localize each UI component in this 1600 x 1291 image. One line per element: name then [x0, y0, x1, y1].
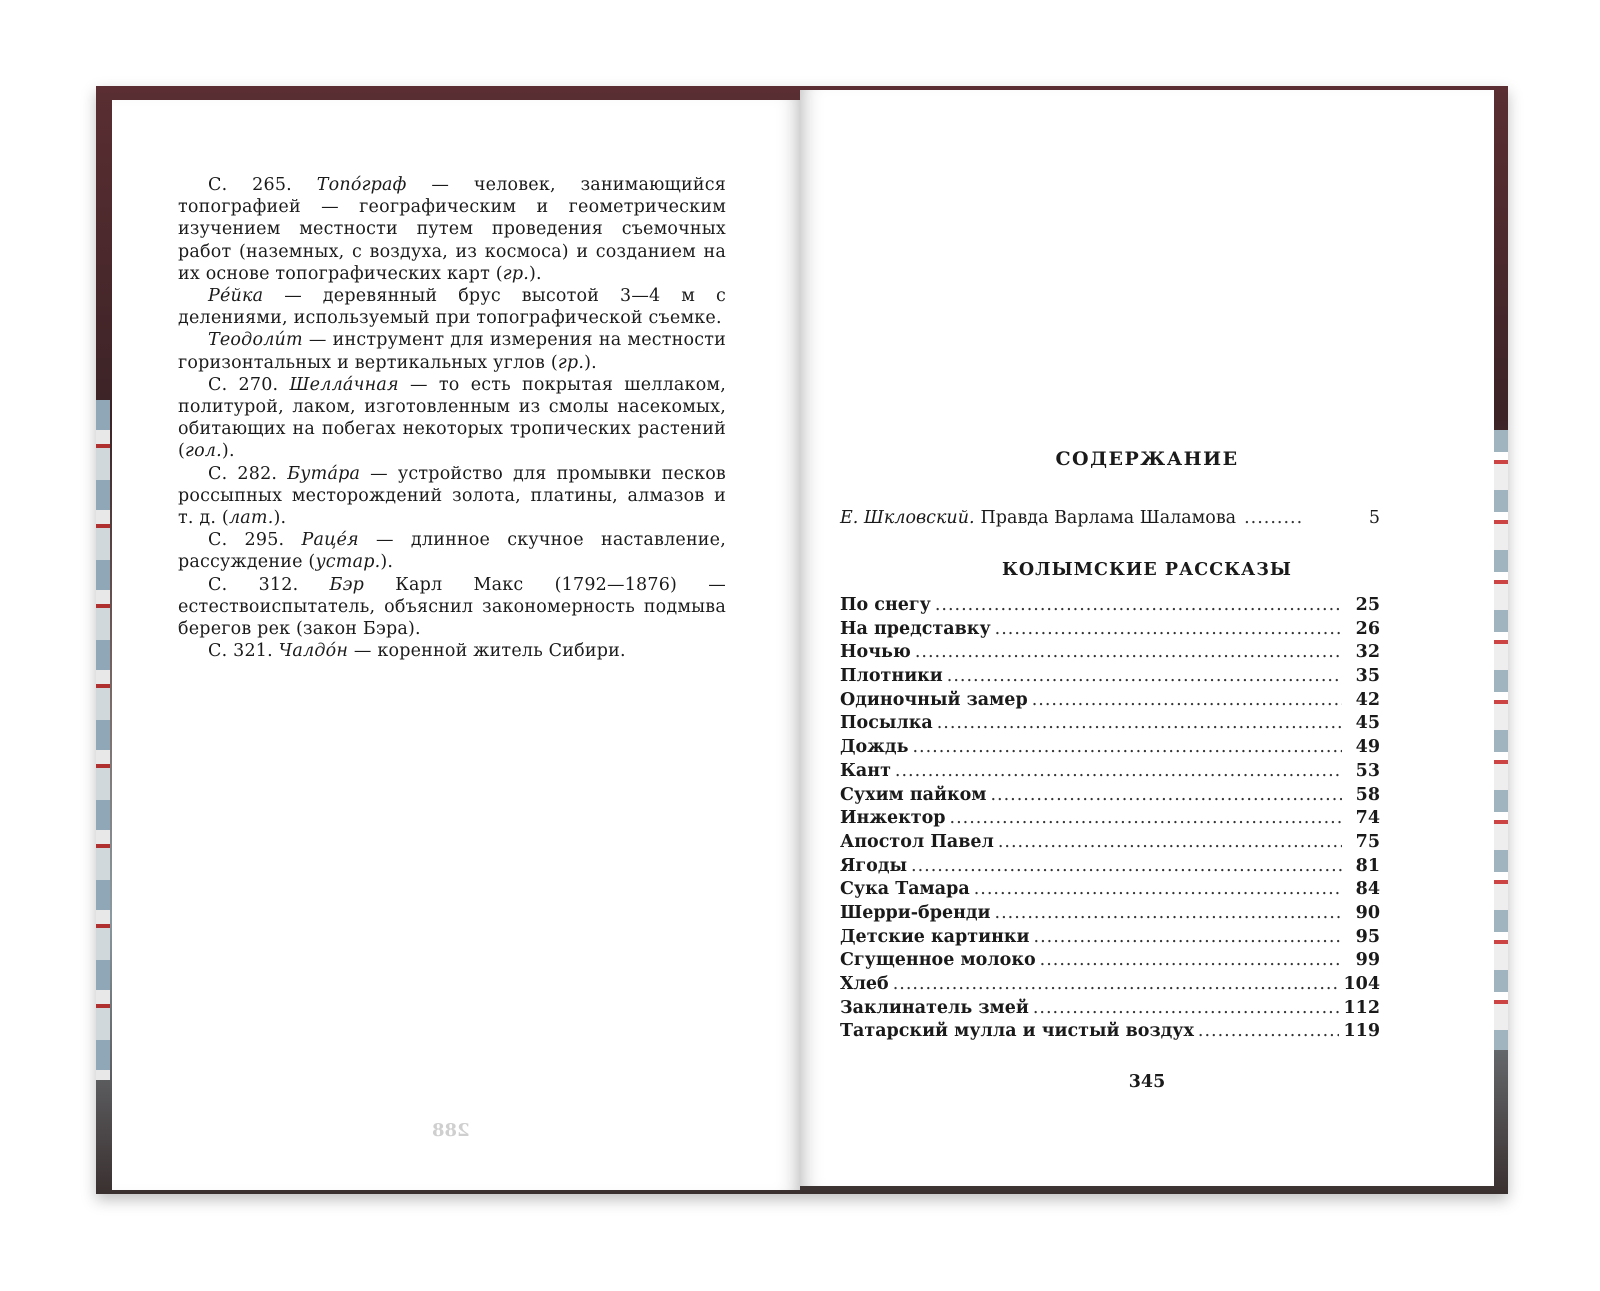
toc-entry-title: Хлеб: [840, 974, 889, 994]
toc-entry-page: 32: [1355, 642, 1380, 663]
toc-entry-title: Посылка: [840, 713, 933, 734]
toc-entry: [840, 903, 1380, 927]
toc-entry-page: 90: [1355, 902, 1380, 923]
toc-leader-dots: [937, 713, 1342, 733]
toc-leader-dots: [915, 642, 1342, 662]
toc-entry-page: 45: [1355, 713, 1380, 734]
note-term: гол.: [185, 441, 222, 462]
toc-entry: [840, 619, 1380, 643]
toc-entry-title: На представку: [840, 618, 991, 639]
note-term: Топо́граф: [316, 175, 407, 195]
note-paragraph: [178, 529, 726, 573]
toc-entry: [840, 974, 1380, 998]
toc-entry: [840, 690, 1380, 714]
toc-entry: [840, 666, 1380, 690]
toc-entry-title: Ягоды: [840, 855, 908, 876]
toc-list: [840, 595, 1380, 1045]
note-text: ).: [221, 441, 235, 462]
toc-entry: [840, 642, 1380, 666]
toc-entry-title: Инжектор: [840, 808, 946, 829]
toc-entry: [840, 998, 1380, 1022]
toc-entry: [840, 927, 1380, 951]
note-text: ).: [273, 508, 287, 529]
toc-leader-dots: [893, 974, 1340, 994]
note-term: Бута́ра: [287, 463, 361, 484]
toc-entry: [840, 808, 1380, 832]
toc-entry: [840, 1021, 1380, 1045]
toc-leader-dots: [895, 761, 1342, 781]
note-term: лат.: [228, 508, 274, 529]
cover-edge-left: [96, 400, 110, 1080]
toc-entry-title: Дождь: [840, 737, 909, 758]
toc-leader-dots: [998, 832, 1342, 852]
toc-entry-page: 84: [1355, 879, 1380, 900]
toc-entry: [840, 713, 1380, 737]
toc-entry-page: 104: [1343, 974, 1380, 994]
section-title: КОЛЫМСКИЕ РАССКАЗЫ: [1002, 560, 1292, 580]
note-term: Ре́йка: [208, 286, 264, 307]
note-term: устар.: [315, 552, 381, 573]
toc-leader-dots: [935, 595, 1342, 615]
toc-entry-page: 25: [1355, 595, 1380, 615]
note-term: Раце́я: [301, 530, 359, 551]
toc-entry-title: Одиночный замер: [840, 689, 1028, 710]
toc-entry: [840, 785, 1380, 809]
toc-entry-page: 58: [1355, 784, 1380, 805]
toc-entry-title: Заклинатель змей: [840, 997, 1029, 1018]
toc-entry-page: 75: [1355, 831, 1380, 852]
note-paragraph: [178, 285, 726, 329]
toc-entry-title: Плотники: [840, 666, 943, 687]
toc-entry-title: Шерри-бренди: [840, 902, 991, 923]
toc-entry-page: 74: [1355, 808, 1380, 829]
toc-intro-title: Правда Варлама Шаламова: [980, 508, 1237, 528]
note-text: — устройство для промывки песков россыпных месторождений золота, платины, алмазов и т. д. (: [178, 463, 726, 529]
toc-entry-title: Ночью: [840, 642, 911, 663]
toc-intro-entry: [840, 508, 1380, 528]
note-paragraph: [178, 374, 726, 463]
toc-entry-title: Детские картинки: [840, 926, 1030, 947]
toc-entry-title: Сука Тамара: [840, 879, 970, 900]
note-text: С. 295.: [208, 530, 302, 551]
note-text: — инструмент для измерения на местности горизонтальных и вертикальных углов (: [178, 330, 726, 373]
toc-leader-dots: [1244, 508, 1304, 528]
toc-entry: [840, 761, 1380, 785]
toc-entry-page: 26: [1355, 618, 1380, 639]
toc-entry: [840, 950, 1380, 974]
toc-entry: [840, 832, 1380, 856]
toc-entry-title: По снегу: [840, 595, 931, 615]
toc-entry-title: Татарский мулла и чистый воздух: [840, 1021, 1194, 1042]
note-paragraph: [178, 174, 726, 285]
toc-leader-dots: [974, 879, 1342, 899]
note-text: — то есть покрытая шеллаком, политурой, лаком, изготовленным из смолы насекомых, обитающих на побегах некоторых тропических растений (: [178, 374, 727, 462]
toc-leader-dots: [1032, 690, 1342, 710]
note-text: — длинное скучное наставление, рассуждение (: [178, 530, 726, 573]
note-text: С. 312.: [208, 574, 330, 595]
toc-entry: [840, 595, 1380, 619]
toc-entry-title: Апостол Павел: [840, 831, 994, 852]
toc-entry-page: 42: [1355, 689, 1380, 710]
toc-entry-title: Сгущенное молоко: [840, 950, 1036, 971]
note-paragraph: [178, 574, 726, 641]
note-text: — деревянный брус высотой 3—4 м с делениями, используемый при топографической съемке.: [178, 286, 726, 329]
toc-entry: [840, 879, 1380, 903]
toc-leader-dots: [1033, 998, 1340, 1018]
toc-entry-page: 99: [1355, 950, 1380, 971]
toc-entry-page: 95: [1355, 926, 1380, 947]
note-term: Шелла́чная: [289, 374, 399, 395]
note-term: Теодоли́т: [208, 330, 303, 351]
toc-leader-dots: [990, 785, 1342, 805]
toc-leader-dots: [947, 666, 1342, 686]
note-text: С. 282.: [208, 463, 288, 484]
note-text: С. 270.: [208, 374, 290, 395]
toc-leader-dots: [911, 856, 1342, 876]
note-paragraph: [178, 463, 726, 530]
toc-entry-page: 53: [1355, 760, 1380, 781]
toc-entry: [840, 856, 1380, 880]
note-term: Бэр: [329, 574, 365, 595]
toc-entry-page: 112: [1343, 997, 1380, 1018]
toc-leader-dots: [995, 903, 1342, 923]
toc-entry-title: Сухим пайком: [840, 784, 987, 805]
note-paragraph: [178, 329, 726, 373]
toc-entry-page: 119: [1343, 1021, 1380, 1042]
note-term: Чалдо́н: [278, 641, 349, 662]
note-text: — человек, занимающийся топографией — географическим и геометрическим изучением местности путем проведения съемочных работ (наземных, с воздуха, из космоса) и созданием на их основе топографических карт (: [178, 175, 726, 284]
toc-entry-page: 49: [1355, 737, 1380, 758]
note-text: С. 321.: [208, 641, 279, 662]
toc-leader-dots: [950, 808, 1342, 828]
toc-entry-title: Кант: [840, 760, 891, 781]
toc-entry-page: 35: [1355, 666, 1380, 687]
note-term: гр.: [502, 263, 530, 284]
note-text: С. 265.: [208, 175, 317, 195]
toc-entry: [840, 737, 1380, 761]
toc-title: СОДЕРЖАНИЕ: [1055, 448, 1239, 470]
toc-leader-dots: [912, 737, 1342, 757]
note-text: Карл Макс (1792—1876) — естествоиспытатель, объяснил закономерность подмыва берегов рек (закон Бэра).: [178, 574, 726, 640]
note-text: ).: [529, 263, 542, 284]
note-term: гр.: [557, 352, 585, 373]
note-paragraph: [178, 640, 726, 662]
note-text: ).: [584, 352, 597, 373]
page-number: 345: [1128, 1072, 1166, 1092]
toc-leader-dots: [995, 619, 1342, 639]
right-page: [800, 90, 1494, 1186]
toc-intro-author: Е. Шкловский.: [840, 508, 975, 528]
left-page: [112, 100, 800, 1190]
toc-entry-page: 81: [1355, 855, 1380, 876]
bleed-through-page-number: 288: [432, 1120, 470, 1141]
glossary-notes: [178, 174, 726, 662]
toc-leader-dots: [1198, 1021, 1340, 1041]
toc-leader-dots: [1034, 927, 1342, 947]
note-text: — коренной житель Сибири.: [348, 641, 626, 662]
note-text: ).: [380, 552, 394, 573]
toc-intro-page: 5: [1368, 508, 1380, 528]
toc-leader-dots: [1040, 950, 1342, 970]
